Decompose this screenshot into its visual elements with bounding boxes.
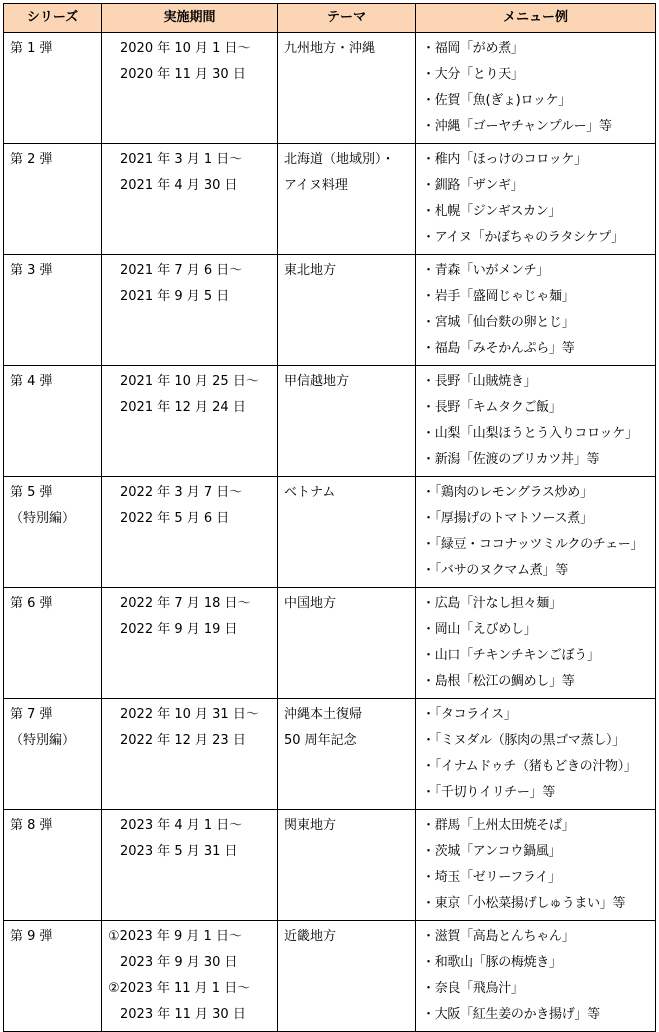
series-label: 第 4 弾 [10,374,53,389]
table-row [4,477,656,588]
period-start: 2021 年 7 月 6 日～ [120,263,243,278]
header-period: 実施期間 [102,4,278,33]
menu-item: ・奈良「飛鳥汁」 [422,981,524,996]
period-end: 2021 年 9 月 5 日 [120,289,230,304]
period-cell [102,810,278,921]
menu-item: ・大分「とり天」 [422,67,524,82]
menu-item: ・沖縄「ゴーヤチャンプルー」等 [422,119,612,134]
series-label: 第 5 弾 [10,485,53,500]
series-label: 第 2 弾 [10,152,53,167]
period-cell [102,699,278,810]
menu-item: ・「タコライス」 [422,707,517,722]
theme-text: 甲信越地方 [284,374,350,389]
period-end: 2020 年 11 月 30 日 [120,67,246,82]
period-start: 2022 年 3 月 7 日～ [120,485,243,500]
theme-text: 近畿地方 [284,929,337,944]
period-cell [102,144,278,255]
theme-text: 沖縄本土復帰 [284,707,363,722]
series-label: 第 8 弾 [10,818,53,833]
menu-item: ・アイヌ「かぼちゃのラタシケプ」 [422,230,624,245]
table-row [4,810,656,921]
menu-item: ・「ミヌダル（豚肉の黒ゴマ蒸し）」 [422,733,625,748]
period-start: 2023 年 4 月 1 日～ [120,818,243,833]
menu-item: ・佐賀「魚(ぎょ)ロッケ」 [422,93,571,108]
menu-item: ・宮城「仙台麩の卵とじ」 [422,315,575,330]
menu-item: ・岡山「えびめし」 [422,622,537,637]
theme-text: 九州地方・沖縄 [284,41,376,56]
theme-text: アイヌ料理 [284,178,348,193]
theme-cell [278,144,416,255]
theme-cell [278,366,416,477]
series-schedule-table [3,3,656,1032]
theme-text: 中国地方 [284,596,337,611]
theme-text: 北海道（地域別）・ [284,152,395,167]
series-label: 第 3 弾 [10,263,53,278]
menu-item: ・新潟「佐渡のブリカツ丼」等 [422,452,600,467]
menu-item: ・「バサのヌクマム煮」等 [422,563,568,578]
menu-item: ・島根「松江の鯛めし」等 [422,674,575,689]
series-cell [4,810,102,921]
table-row [4,699,656,810]
header-menu: メニュー例 [416,4,656,33]
period-start: 2020 年 10 月 1 日～ [120,41,251,56]
menu-item: ・茨城「アンコウ鍋風」 [422,844,562,859]
theme-cell [278,810,416,921]
table-row [4,588,656,699]
theme-text: 東北地方 [284,263,337,278]
menu-item: ・長野「キムタクご飯」 [422,400,562,415]
period-cell [102,366,278,477]
header-theme: テーマ [278,4,416,33]
table-row [4,921,656,1032]
menu-item: ・福島「みそかんぷら」等 [422,341,575,356]
period-end: 2023 年 9 月 30 日 [120,955,238,970]
period-end: 2022 年 5 月 6 日 [120,511,230,526]
menu-item: ・和歌山「豚の梅焼き」 [422,955,562,970]
menu-cell [416,144,656,255]
menu-item: ・「緑豆・ココナッツミルクのチェー」 [422,537,644,552]
series-cell [4,588,102,699]
period-start: 2021 年 3 月 1 日～ [120,152,243,167]
menu-item: ・長野「山賊焼き」 [422,374,537,389]
series-cell [4,144,102,255]
series-label: 第 7 弾 [10,707,53,722]
menu-item: ・滋賀「高島とんちゃん」 [422,929,575,944]
table-row [4,144,656,255]
menu-item: ・「鶏肉のレモングラス炒め」 [422,485,593,500]
table-header-row [4,4,656,33]
menu-item: ・「厚揚げのトマトソース煮」 [422,511,593,526]
period-start: 2021 年 10 月 25 日～ [120,374,259,389]
menu-cell [416,366,656,477]
menu-item: ・青森「いがメンチ」 [422,263,550,278]
theme-cell [278,588,416,699]
period-end: 2022 年 12 月 23 日 [120,733,246,748]
series-sublabel: （特別編） [10,511,76,526]
theme-cell [278,477,416,588]
menu-item: ・稚内「ほっけのコロッケ」 [422,152,587,167]
period-start: 2022 年 7 月 18 日～ [120,596,251,611]
series-label: 第 6 弾 [10,596,53,611]
period-cell [102,33,278,144]
series-sublabel: （特別編） [10,733,76,748]
menu-item: ・山梨「山梨ほうとう入りコロッケ」 [422,426,638,441]
menu-item: ・大阪「紅生姜のかき揚げ」等 [422,1007,600,1022]
period-cell [102,255,278,366]
period-start: 2022 年 10 月 31 日～ [120,707,259,722]
period-end: 2022 年 9 月 19 日 [120,622,238,637]
theme-cell [278,255,416,366]
menu-cell [416,810,656,921]
series-cell [4,477,102,588]
period-end: 2021 年 4 月 30 日 [120,178,238,193]
series-label: 第 1 弾 [10,41,53,56]
series-cell [4,699,102,810]
theme-text: 50 周年記念 [284,733,357,748]
menu-item: ・東京「小松菜揚げしゅうまい」等 [422,896,626,911]
period-start: ②2023 年 11 月 1 日～ [108,981,251,996]
menu-cell [416,699,656,810]
menu-cell [416,33,656,144]
header-series: シリーズ [4,4,102,33]
menu-item: ・「千切りイリチー」等 [422,785,555,800]
menu-item: ・岩手「盛岡じゃじゃ麺」 [422,289,575,304]
menu-item: ・群馬「上州太田焼そば」 [422,818,575,833]
series-cell [4,366,102,477]
period-end: 2023 年 5 月 31 日 [120,844,238,859]
theme-cell [278,699,416,810]
theme-text: ベトナム [284,485,336,500]
table-row [4,366,656,477]
series-label: 第 9 弾 [10,929,53,944]
menu-cell [416,255,656,366]
period-cell [102,588,278,699]
series-cell [4,33,102,144]
menu-item: ・山口「チキンチキンごぼう」 [422,648,600,663]
theme-cell [278,921,416,1032]
menu-item: ・福岡「がめ煮」 [422,41,524,56]
menu-item: ・「イナムドゥチ（猪もどきの汁物）」 [422,759,637,774]
period-end: 2023 年 11 月 30 日 [120,1007,246,1022]
menu-item: ・釧路「ザンギ」 [422,178,524,193]
menu-cell [416,477,656,588]
period-start: ①2023 年 9 月 1 日～ [108,929,242,944]
series-cell [4,255,102,366]
theme-cell [278,33,416,144]
table-row [4,33,656,144]
menu-item: ・広島「汁なし担々麺」 [422,596,562,611]
series-cell [4,921,102,1032]
period-cell [102,921,278,1032]
menu-item: ・札幌「ジンギスカン」 [422,204,562,219]
menu-cell [416,921,656,1032]
period-cell [102,477,278,588]
period-end: 2021 年 12 月 24 日 [120,400,246,415]
table-row [4,255,656,366]
menu-item: ・埼玉「ゼリーフライ」 [422,870,561,885]
theme-text: 関東地方 [284,818,337,833]
menu-cell [416,588,656,699]
